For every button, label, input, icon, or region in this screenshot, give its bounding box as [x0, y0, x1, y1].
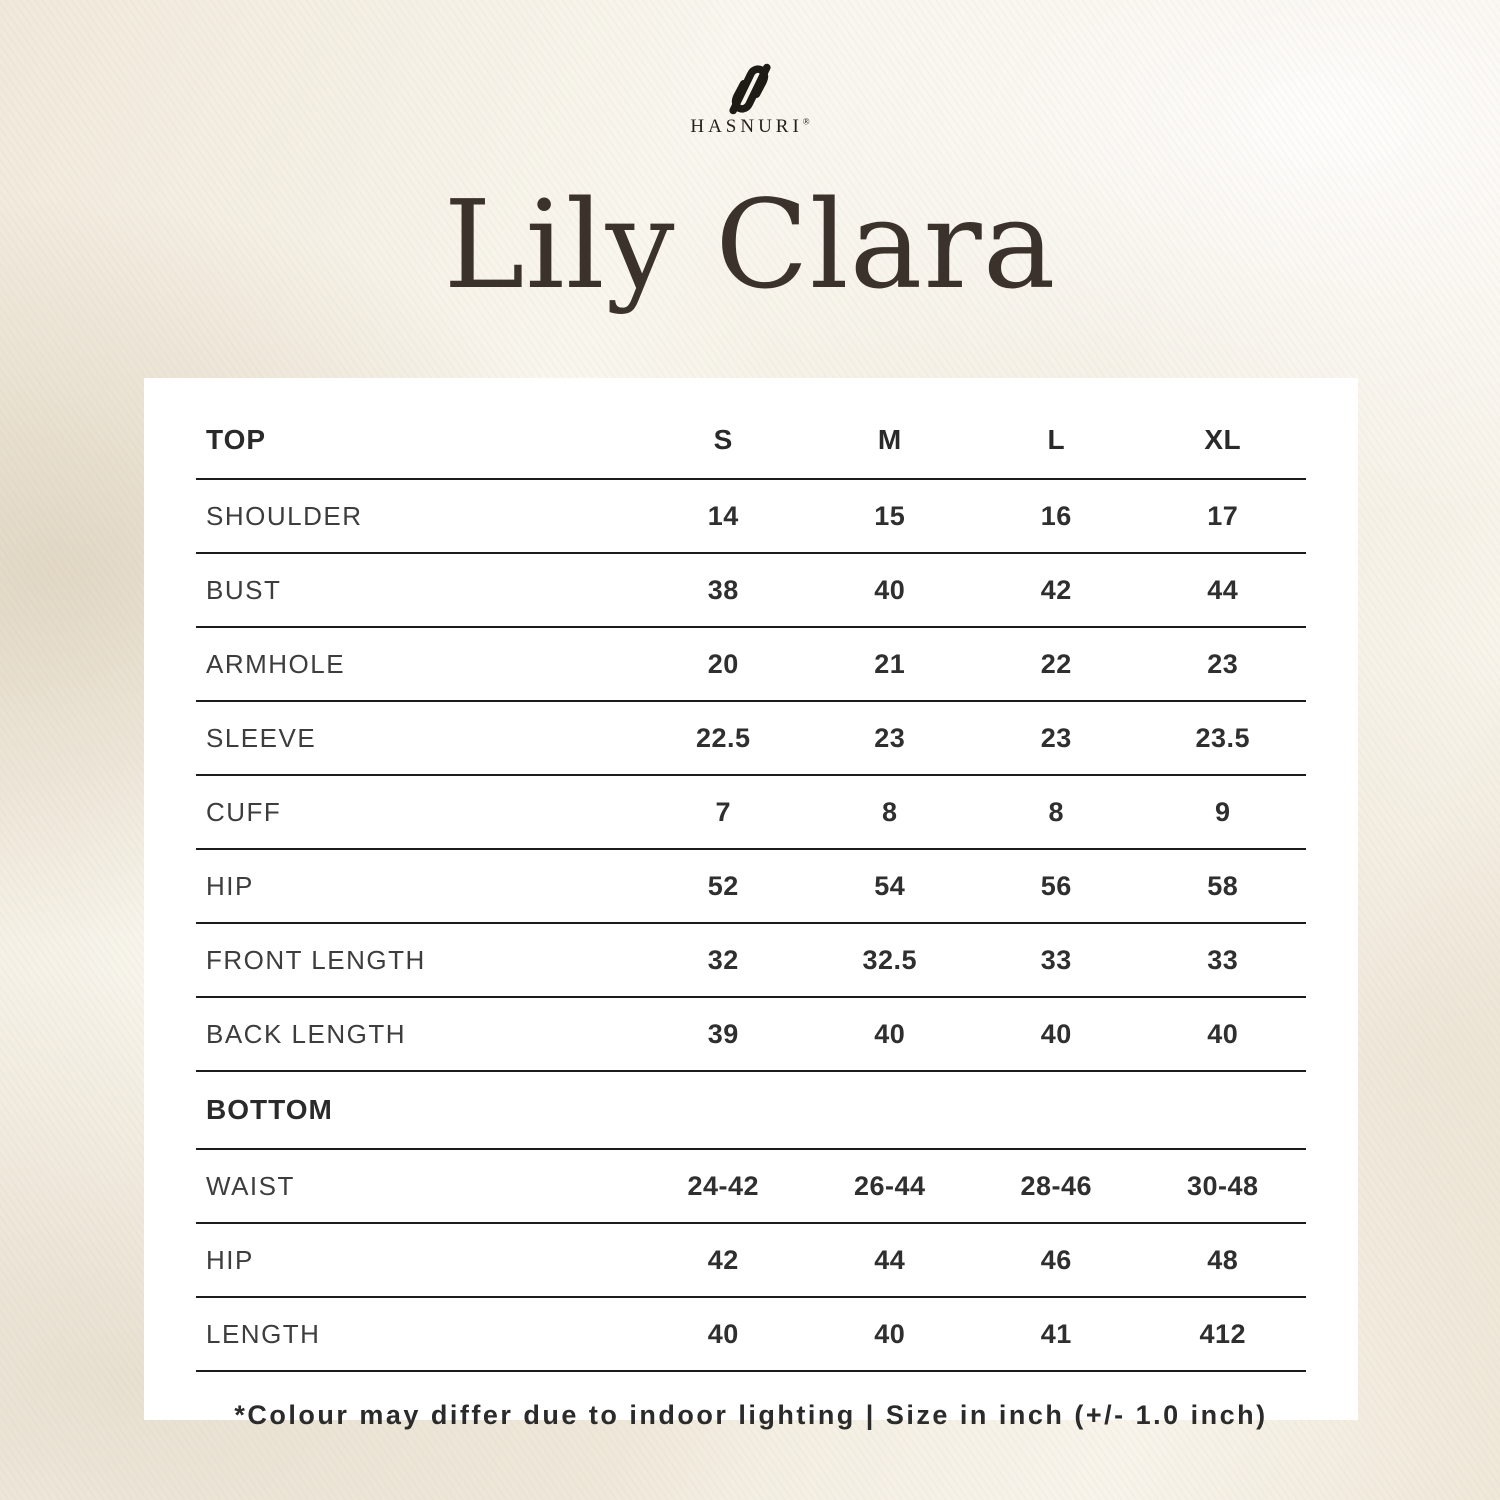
hasnuri-monogram-icon	[719, 60, 781, 118]
cell-value: 20	[707, 648, 739, 679]
cell-value: 40	[874, 1018, 906, 1049]
cell-value: 15	[874, 500, 906, 531]
cell-value: 23.5	[1195, 722, 1251, 753]
cell-value: 33	[1207, 944, 1239, 975]
size-table	[196, 402, 1306, 1372]
section-label: BOTTOM	[206, 1094, 333, 1125]
cell-value: 8	[1048, 796, 1065, 827]
cell-value: 39	[707, 1018, 739, 1049]
section-header-row	[196, 1072, 1306, 1150]
registered-mark: ®	[802, 116, 810, 127]
column-header: S	[713, 424, 733, 455]
brand-name-text: HASNURI	[690, 116, 803, 137]
row-label: HIP	[206, 870, 254, 901]
row-label: BUST	[206, 574, 282, 605]
cell-value: 54	[874, 870, 906, 901]
row-label: BACK LENGTH	[206, 1018, 406, 1049]
row-label: SHOULDER	[206, 500, 363, 531]
section-label: TOP	[206, 424, 267, 455]
cell-value: 40	[1207, 1018, 1239, 1049]
cell-value: 42	[1040, 574, 1072, 605]
cell-value: 40	[874, 574, 906, 605]
table-row	[196, 1150, 1306, 1224]
cell-value: 21	[874, 648, 906, 679]
cell-value: 23	[1040, 722, 1072, 753]
row-label: LENGTH	[206, 1318, 321, 1349]
row-label: FRONT LENGTH	[206, 944, 426, 975]
cell-value: 44	[874, 1244, 906, 1275]
cell-value: 40	[1040, 1018, 1072, 1049]
table-row	[196, 702, 1306, 776]
column-header: L	[1047, 424, 1066, 455]
table-row	[196, 776, 1306, 850]
cell-value: 32.5	[862, 944, 918, 975]
column-header: M	[877, 424, 902, 455]
cell-value: 40	[874, 1318, 906, 1349]
table-row	[196, 998, 1306, 1072]
cell-value: 56	[1040, 870, 1072, 901]
cell-value: 412	[1199, 1318, 1247, 1349]
cell-value: 42	[707, 1244, 739, 1275]
table-row	[196, 924, 1306, 998]
cell-value: 44	[1207, 574, 1239, 605]
cell-value: 22	[1040, 648, 1072, 679]
cell-value: 14	[707, 500, 739, 531]
footnote: *Colour may differ due to indoor lighting | Size in inch (+/- 1.0 inch)	[234, 1399, 1268, 1430]
cell-value: 38	[707, 574, 739, 605]
cell-value: 40	[707, 1318, 739, 1349]
row-label: WAIST	[206, 1170, 295, 1201]
cell-value: 24-42	[687, 1170, 760, 1201]
cell-value: 30-48	[1186, 1170, 1259, 1201]
table-row	[196, 628, 1306, 702]
cell-value: 23	[874, 722, 906, 753]
table-row	[196, 1224, 1306, 1298]
table-row	[196, 480, 1306, 554]
cell-value: 58	[1207, 870, 1239, 901]
cell-value: 48	[1207, 1244, 1239, 1275]
cell-value: 9	[1214, 796, 1231, 827]
cell-value: 28-46	[1020, 1170, 1093, 1201]
table-row	[196, 1298, 1306, 1372]
cell-value: 8	[881, 796, 898, 827]
cell-value: 7	[715, 796, 732, 827]
row-label: CUFF	[206, 796, 282, 827]
cell-value: 16	[1040, 500, 1072, 531]
brand-name	[0, 116, 1500, 138]
cell-value: 26-44	[853, 1170, 926, 1201]
table-row	[196, 554, 1306, 628]
brand-logo	[0, 60, 1500, 118]
cell-value: 32	[707, 944, 739, 975]
section-header-row	[196, 402, 1306, 480]
row-label: HIP	[206, 1244, 254, 1275]
row-label: ARMHOLE	[206, 648, 346, 679]
cell-value: 23	[1207, 648, 1239, 679]
row-label: SLEEVE	[206, 722, 317, 753]
page-title: Lily Clara	[443, 174, 1057, 316]
cell-value: 22.5	[695, 722, 751, 753]
cell-value: 17	[1207, 500, 1239, 531]
column-header: XL	[1204, 424, 1242, 455]
cell-value: 41	[1040, 1318, 1072, 1349]
cell-value: 52	[707, 870, 739, 901]
cell-value: 46	[1040, 1244, 1072, 1275]
table-row	[196, 850, 1306, 924]
size-chart-card	[144, 378, 1358, 1430]
cell-value: 33	[1040, 944, 1072, 975]
